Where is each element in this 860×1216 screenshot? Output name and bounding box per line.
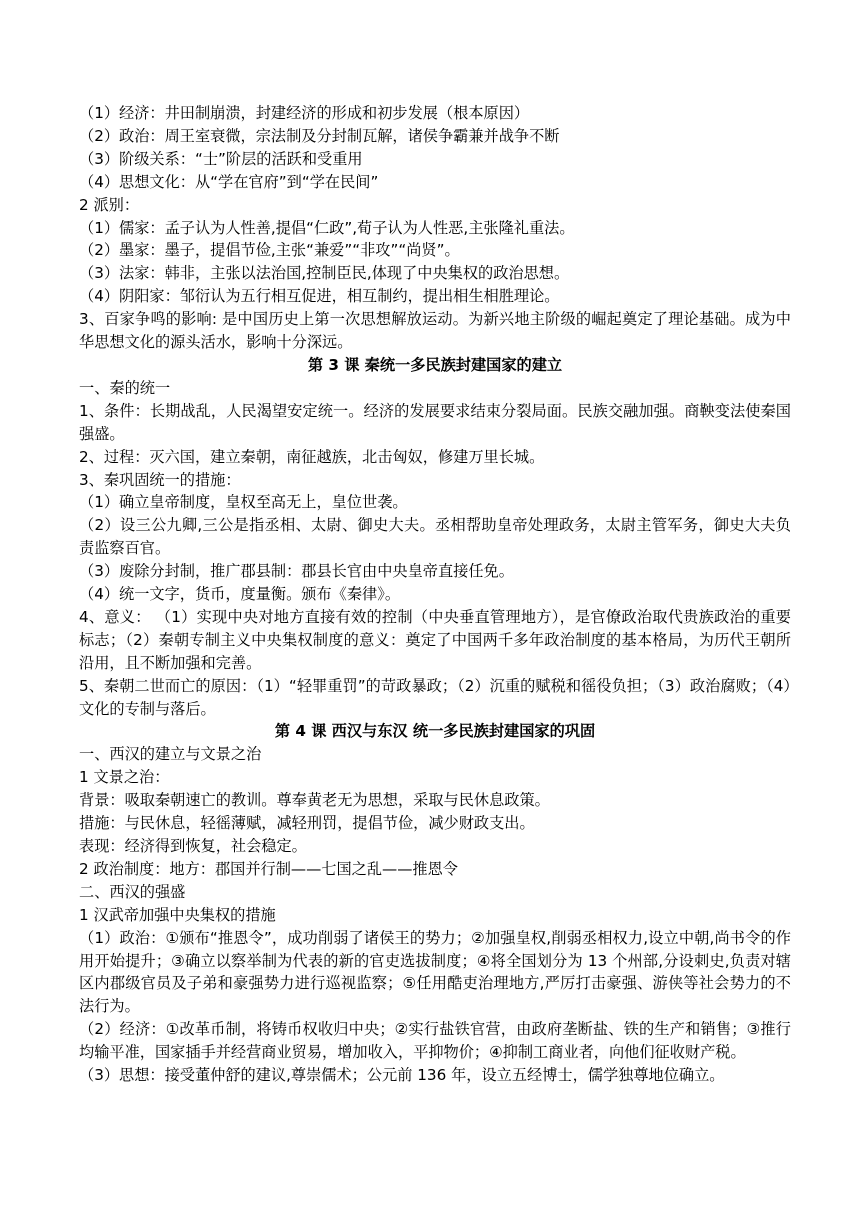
text-line: （1）确立皇帝制度，皇权至高无上，皇位世袭。 <box>79 493 408 512</box>
paragraph: （1）政治：①颁布“推恩令”，成功削弱了诸侯王的势力；②加强皇权,削弱丞相权力,设立中朝,尚书令的作用开始提升；③确立以察举制为代表的新的官吏选拔制度；④将全国划分为 13 个州部,分设刺史,负责对辖区内郡级官员及子弟和豪强势力进行巡视监察；⑤任用酷吏治理地方,严厉打击豪强、游侠等社会势力的不法行为。 <box>79 928 791 1016</box>
text-line: 2 派别： <box>79 195 140 214</box>
lesson-3-title: 第 3 课 秦统一多民族封建国家的建立 <box>307 355 563 374</box>
text-line: （1）儒家：孟子认为人性善,提倡“仁政”,荀子认为人性恶,主张隆礼重法。 <box>79 218 575 237</box>
text-line: 3、秦巩固统一的措施： <box>79 470 241 489</box>
text-line: 措施：与民休息，轻徭薄赋，减轻刑罚，提倡节俭，减少财政支出。 <box>79 814 535 833</box>
section-heading: 二、西汉的强盛 <box>79 882 186 901</box>
document-page <box>79 102 791 1087</box>
text-line: （4）统一文字，货币，度量衡。颁布《秦律》。 <box>79 585 401 604</box>
text-line: 表现：经济得到恢复，社会稳定。 <box>79 837 307 855</box>
paragraph: 3、百家争鸣的影响: 是中国历史上第一次思想解放运动。为新兴地主阶级的崛起奠定了理论基础。成为中华思想文化的源头活水，影响十分深远。 <box>79 310 791 352</box>
lesson-4-title: 第 4 课 西汉与东汉 统一多民族封建国家的巩固 <box>274 722 596 741</box>
text-line: 2、过程：灭六国，建立秦朝，南征越族，北击匈奴，修建万里长城。 <box>79 447 545 466</box>
paragraph: （2）设三公九卿,三公是指丞相、太尉、御史大夫。丞相帮助皇帝处理政务，太尉主管军务，御史大夫负责监察百官。 <box>79 516 791 558</box>
text-line: （3）废除分封制，推广郡县制：郡县长官由中央皇帝直接任免。 <box>79 562 514 581</box>
text-line: 1 汉武帝加强中央集权的措施 <box>79 905 276 924</box>
text-line: （3）法家：韩非，主张以法治国,控制臣民,体现了中央集权的政治思想。 <box>79 264 570 283</box>
paragraph: 1、条件：长期战乱，人民渴望安定统一。经济的发展要求结束分裂局面。民族交融加强。商鞅变法使秦国强盛。 <box>79 401 791 443</box>
paragraph: （3）思想：接受董仲舒的建议,尊崇儒术；公元前 136 年，设立五经博士，儒学独尊地位确立。 <box>79 1066 725 1085</box>
text-line: （4）阴阳家：邹衍认为五行相互促进，相互制约，提出相生相胜理论。 <box>79 287 560 306</box>
text-line: （4）思想文化：从“学在官府”到“学在民间” <box>79 172 379 191</box>
paragraph: （2）经济：①改革币制，将铸币权收归中央；②实行盐铁官营，由政府垄断盐、铁的生产和销售；③推行均输平准，国家插手并经营商业贸易，增加收入，平抑物价；④抑制工商业者，向他们征收财产税。 <box>79 1020 791 1062</box>
text-line: （1）经济：井田制崩溃，封建经济的形成和初步发展（根本原因） <box>79 104 530 122</box>
text-line: 背景：吸取秦朝速亡的教训。尊奉黄老无为思想，采取与民休息政策。 <box>79 791 550 810</box>
text-line: （3）阶级关系：“士”阶层的活跃和受重用 <box>79 149 363 168</box>
text-line: 2 政治制度：地方：郡国并行制——七国之乱——推恩令 <box>79 859 458 878</box>
paragraph: 4、意义： （1）实现中央对地方直接有效的控制（中央垂直管理地方），是官僚政治取代贵族政治的重要标志；（2）秦朝专制主义中央集权制度的意义：奠定了中国两千多年政治制度的基本格局，为历代王朝所沿用，且不断加强和完善。 <box>79 607 791 672</box>
section-heading: 一、西汉的建立与文景之治 <box>79 745 262 764</box>
text-line: （2）墨家：墨子，提倡节俭,主张“兼爱”“非攻”“尚贤”。 <box>79 241 460 260</box>
text-line: （2）政治：周王室衰微，宗法制及分封制瓦解，诸侯争霸兼并战争不断 <box>79 126 560 145</box>
text-line: 1 文景之治： <box>79 768 170 787</box>
paragraph: 5、秦朝二世而亡的原因：（1）“轻罪重罚”的苛政暴政；（2）沉重的赋税和徭役负担；（3）政治腐败；（4）文化的专制与落后。 <box>79 676 791 718</box>
section-heading: 一、秦的统一 <box>79 378 171 397</box>
